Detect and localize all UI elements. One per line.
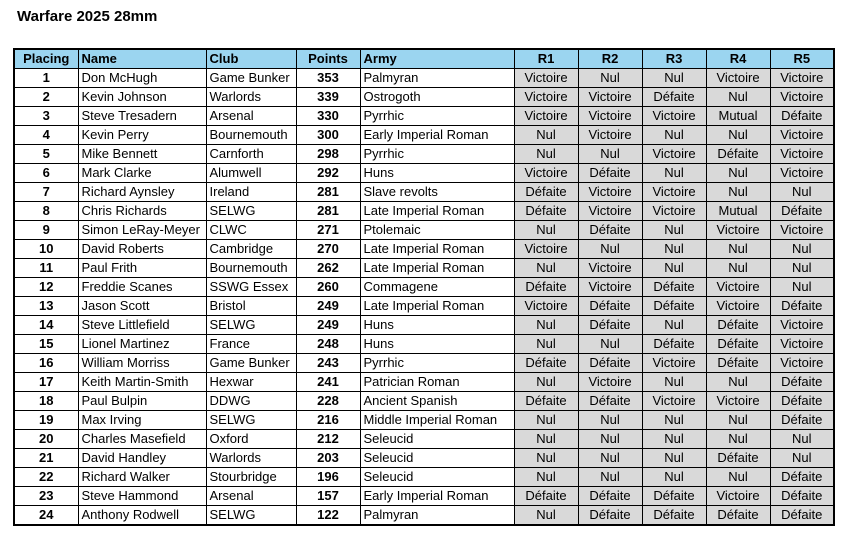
round-2-result-cell: Défaite (578, 316, 642, 335)
round-3-result-cell: Défaite (642, 297, 706, 316)
round-1-result-cell: Victoire (514, 88, 578, 107)
army-cell: Ancient Spanish (360, 392, 514, 411)
club-cell: CLWC (206, 221, 296, 240)
club-cell: Bournemouth (206, 126, 296, 145)
club-cell: Oxford (206, 430, 296, 449)
club-cell: SELWG (206, 316, 296, 335)
round-4-result-cell: Victoire (706, 69, 770, 88)
placing-cell: 2 (14, 88, 78, 107)
table-row (14, 354, 834, 373)
player-name-cell: Charles Masefield (78, 430, 206, 449)
table-row (14, 468, 834, 487)
round-3-result-cell: Victoire (642, 145, 706, 164)
player-name-cell: Max Irving (78, 411, 206, 430)
round-1-result-cell: Défaite (514, 392, 578, 411)
player-name-cell: David Roberts (78, 240, 206, 259)
round-2-result-cell: Victoire (578, 88, 642, 107)
round-5-result-cell: Défaite (770, 373, 834, 392)
points-cell: 249 (296, 297, 360, 316)
round-3-result-cell: Victoire (642, 392, 706, 411)
placing-cell: 12 (14, 278, 78, 297)
table-row (14, 297, 834, 316)
round-1-result-cell: Victoire (514, 297, 578, 316)
round-2-result-cell: Défaite (578, 392, 642, 411)
round-4-result-cell: Mutual (706, 202, 770, 221)
round-2-result-cell: Nul (578, 430, 642, 449)
player-name-cell: Richard Walker (78, 468, 206, 487)
round-5-result-cell: Nul (770, 278, 834, 297)
round-4-result-cell: Mutual (706, 107, 770, 126)
header-club: Club (206, 49, 296, 69)
round-1-result-cell: Victoire (514, 69, 578, 88)
round-1-result-cell: Victoire (514, 164, 578, 183)
points-cell: 300 (296, 126, 360, 145)
round-4-result-cell: Nul (706, 411, 770, 430)
placing-cell: 4 (14, 126, 78, 145)
placing-cell: 21 (14, 449, 78, 468)
round-3-result-cell: Défaite (642, 278, 706, 297)
points-cell: 271 (296, 221, 360, 240)
table-row (14, 259, 834, 278)
placing-cell: 17 (14, 373, 78, 392)
round-1-result-cell: Nul (514, 335, 578, 354)
points-cell: 281 (296, 202, 360, 221)
round-3-result-cell: Nul (642, 373, 706, 392)
points-cell: 243 (296, 354, 360, 373)
table-row (14, 278, 834, 297)
round-3-result-cell: Nul (642, 164, 706, 183)
table-row (14, 126, 834, 145)
army-cell: Seleucid (360, 468, 514, 487)
army-cell: Patrician Roman (360, 373, 514, 392)
club-cell: Warlords (206, 449, 296, 468)
table-row (14, 411, 834, 430)
round-3-result-cell: Nul (642, 449, 706, 468)
round-5-result-cell: Défaite (770, 107, 834, 126)
player-name-cell: Kevin Perry (78, 126, 206, 145)
round-1-result-cell: Nul (514, 449, 578, 468)
round-4-result-cell: Victoire (706, 278, 770, 297)
round-1-result-cell: Nul (514, 468, 578, 487)
round-1-result-cell: Nul (514, 373, 578, 392)
round-5-result-cell: Victoire (770, 221, 834, 240)
round-1-result-cell: Victoire (514, 240, 578, 259)
round-1-result-cell: Nul (514, 316, 578, 335)
points-cell: 353 (296, 69, 360, 88)
army-cell: Seleucid (360, 430, 514, 449)
club-cell: Warlords (206, 88, 296, 107)
round-2-result-cell: Nul (578, 240, 642, 259)
round-2-result-cell: Nul (578, 468, 642, 487)
army-cell: Pyrrhic (360, 354, 514, 373)
results-body (14, 69, 834, 526)
club-cell: SELWG (206, 411, 296, 430)
points-cell: 157 (296, 487, 360, 506)
placing-cell: 8 (14, 202, 78, 221)
army-cell: Ostrogoth (360, 88, 514, 107)
table-row (14, 69, 834, 88)
round-4-result-cell: Défaite (706, 145, 770, 164)
header-r4: R4 (706, 49, 770, 69)
round-4-result-cell: Nul (706, 183, 770, 202)
header-points: Points (296, 49, 360, 69)
round-3-result-cell: Nul (642, 430, 706, 449)
round-1-result-cell: Défaite (514, 202, 578, 221)
placing-cell: 19 (14, 411, 78, 430)
round-3-result-cell: Défaite (642, 506, 706, 526)
round-3-result-cell: Défaite (642, 335, 706, 354)
points-cell: 249 (296, 316, 360, 335)
player-name-cell: Anthony Rodwell (78, 506, 206, 526)
round-2-result-cell: Nul (578, 449, 642, 468)
round-4-result-cell: Nul (706, 88, 770, 107)
player-name-cell: Freddie Scanes (78, 278, 206, 297)
placing-cell: 3 (14, 107, 78, 126)
player-name-cell: Jason Scott (78, 297, 206, 316)
club-cell: Arsenal (206, 487, 296, 506)
club-cell: SELWG (206, 202, 296, 221)
round-5-result-cell: Défaite (770, 487, 834, 506)
player-name-cell: Don McHugh (78, 69, 206, 88)
points-cell: 260 (296, 278, 360, 297)
army-cell: Pyrrhic (360, 145, 514, 164)
round-2-result-cell: Victoire (578, 183, 642, 202)
round-3-result-cell: Nul (642, 468, 706, 487)
club-cell: Bournemouth (206, 259, 296, 278)
round-4-result-cell: Victoire (706, 221, 770, 240)
placing-cell: 23 (14, 487, 78, 506)
round-5-result-cell: Victoire (770, 335, 834, 354)
points-cell: 196 (296, 468, 360, 487)
round-2-result-cell: Défaite (578, 221, 642, 240)
round-3-result-cell: Victoire (642, 202, 706, 221)
player-name-cell: William Morriss (78, 354, 206, 373)
round-2-result-cell: Victoire (578, 126, 642, 145)
points-cell: 262 (296, 259, 360, 278)
round-5-result-cell: Victoire (770, 164, 834, 183)
army-cell: Middle Imperial Roman (360, 411, 514, 430)
round-2-result-cell: Victoire (578, 373, 642, 392)
club-cell: SELWG (206, 506, 296, 526)
army-cell: Huns (360, 316, 514, 335)
placing-cell: 1 (14, 69, 78, 88)
placing-cell: 9 (14, 221, 78, 240)
round-4-result-cell: Nul (706, 240, 770, 259)
round-2-result-cell: Défaite (578, 506, 642, 526)
round-1-result-cell: Nul (514, 430, 578, 449)
round-4-result-cell: Nul (706, 164, 770, 183)
club-cell: DDWG (206, 392, 296, 411)
points-cell: 270 (296, 240, 360, 259)
round-5-result-cell: Défaite (770, 468, 834, 487)
player-name-cell: Steve Tresadern (78, 107, 206, 126)
placing-cell: 5 (14, 145, 78, 164)
round-5-result-cell: Victoire (770, 88, 834, 107)
table-row (14, 335, 834, 354)
round-4-result-cell: Nul (706, 126, 770, 145)
round-3-result-cell: Nul (642, 259, 706, 278)
table-row (14, 107, 834, 126)
army-cell: Early Imperial Roman (360, 487, 514, 506)
round-1-result-cell: Défaite (514, 354, 578, 373)
round-5-result-cell: Défaite (770, 297, 834, 316)
player-name-cell: Keith Martin-Smith (78, 373, 206, 392)
table-row (14, 449, 834, 468)
round-1-result-cell: Défaite (514, 278, 578, 297)
placing-cell: 11 (14, 259, 78, 278)
round-4-result-cell: Nul (706, 468, 770, 487)
round-5-result-cell: Défaite (770, 411, 834, 430)
header-army: Army (360, 49, 514, 69)
header-name: Name (78, 49, 206, 69)
placing-cell: 10 (14, 240, 78, 259)
player-name-cell: Paul Bulpin (78, 392, 206, 411)
table-row (14, 392, 834, 411)
round-2-result-cell: Victoire (578, 278, 642, 297)
club-cell: Arsenal (206, 107, 296, 126)
table-row (14, 88, 834, 107)
round-1-result-cell: Nul (514, 221, 578, 240)
round-3-result-cell: Nul (642, 221, 706, 240)
header-r5: R5 (770, 49, 834, 69)
points-cell: 330 (296, 107, 360, 126)
round-5-result-cell: Victoire (770, 354, 834, 373)
table-row (14, 183, 834, 202)
army-cell: Palmyran (360, 69, 514, 88)
header-r1: R1 (514, 49, 578, 69)
placing-cell: 20 (14, 430, 78, 449)
round-3-result-cell: Défaite (642, 487, 706, 506)
round-4-result-cell: Nul (706, 430, 770, 449)
round-1-result-cell: Nul (514, 126, 578, 145)
army-cell: Palmyran (360, 506, 514, 526)
round-5-result-cell: Nul (770, 430, 834, 449)
club-cell: Hexwar (206, 373, 296, 392)
army-cell: Late Imperial Roman (360, 240, 514, 259)
table-row (14, 373, 834, 392)
round-5-result-cell: Victoire (770, 316, 834, 335)
table-row (14, 164, 834, 183)
points-cell: 248 (296, 335, 360, 354)
round-3-result-cell: Nul (642, 411, 706, 430)
army-cell: Late Imperial Roman (360, 297, 514, 316)
placing-cell: 16 (14, 354, 78, 373)
round-3-result-cell: Nul (642, 69, 706, 88)
placing-cell: 7 (14, 183, 78, 202)
round-2-result-cell: Nul (578, 411, 642, 430)
table-row (14, 145, 834, 164)
player-name-cell: Kevin Johnson (78, 88, 206, 107)
player-name-cell: Richard Aynsley (78, 183, 206, 202)
round-2-result-cell: Nul (578, 69, 642, 88)
points-cell: 241 (296, 373, 360, 392)
club-cell: Cambridge (206, 240, 296, 259)
points-cell: 339 (296, 88, 360, 107)
table-row (14, 316, 834, 335)
round-2-result-cell: Défaite (578, 297, 642, 316)
round-4-result-cell: Victoire (706, 297, 770, 316)
points-cell: 298 (296, 145, 360, 164)
placing-cell: 24 (14, 506, 78, 526)
round-5-result-cell: Nul (770, 259, 834, 278)
club-cell: Game Bunker (206, 69, 296, 88)
army-cell: Slave revolts (360, 183, 514, 202)
points-cell: 292 (296, 164, 360, 183)
round-2-result-cell: Victoire (578, 107, 642, 126)
player-name-cell: Steve Hammond (78, 487, 206, 506)
placing-cell: 6 (14, 164, 78, 183)
points-cell: 203 (296, 449, 360, 468)
round-2-result-cell: Défaite (578, 354, 642, 373)
round-5-result-cell: Nul (770, 183, 834, 202)
points-cell: 212 (296, 430, 360, 449)
club-cell: Carnforth (206, 145, 296, 164)
round-5-result-cell: Victoire (770, 145, 834, 164)
round-5-result-cell: Défaite (770, 392, 834, 411)
player-name-cell: Steve Littlefield (78, 316, 206, 335)
army-cell: Huns (360, 335, 514, 354)
header-row (14, 49, 834, 69)
round-3-result-cell: Défaite (642, 88, 706, 107)
army-cell: Late Imperial Roman (360, 259, 514, 278)
round-1-result-cell: Nul (514, 145, 578, 164)
army-cell: Early Imperial Roman (360, 126, 514, 145)
header-r2: R2 (578, 49, 642, 69)
round-5-result-cell: Défaite (770, 202, 834, 221)
club-cell: SSWG Essex (206, 278, 296, 297)
player-name-cell: Mark Clarke (78, 164, 206, 183)
round-4-result-cell: Défaite (706, 316, 770, 335)
points-cell: 216 (296, 411, 360, 430)
round-4-result-cell: Nul (706, 373, 770, 392)
placing-cell: 15 (14, 335, 78, 354)
player-name-cell: David Handley (78, 449, 206, 468)
club-cell: Bristol (206, 297, 296, 316)
club-cell: Alumwell (206, 164, 296, 183)
round-3-result-cell: Nul (642, 240, 706, 259)
points-cell: 228 (296, 392, 360, 411)
army-cell: Commagene (360, 278, 514, 297)
round-1-result-cell: Nul (514, 259, 578, 278)
round-2-result-cell: Nul (578, 145, 642, 164)
round-2-result-cell: Victoire (578, 202, 642, 221)
club-cell: Ireland (206, 183, 296, 202)
round-3-result-cell: Victoire (642, 183, 706, 202)
round-1-result-cell: Nul (514, 411, 578, 430)
placing-cell: 18 (14, 392, 78, 411)
table-row (14, 240, 834, 259)
army-cell: Ptolemaic (360, 221, 514, 240)
round-3-result-cell: Nul (642, 126, 706, 145)
round-2-result-cell: Défaite (578, 164, 642, 183)
table-row (14, 202, 834, 221)
round-2-result-cell: Défaite (578, 487, 642, 506)
round-2-result-cell: Victoire (578, 259, 642, 278)
round-3-result-cell: Nul (642, 316, 706, 335)
club-cell: Game Bunker (206, 354, 296, 373)
round-1-result-cell: Victoire (514, 107, 578, 126)
round-4-result-cell: Victoire (706, 392, 770, 411)
round-5-result-cell: Nul (770, 449, 834, 468)
placing-cell: 14 (14, 316, 78, 335)
page-title: Warfare 2025 28mm (17, 8, 158, 25)
round-5-result-cell: Nul (770, 240, 834, 259)
round-3-result-cell: Victoire (642, 107, 706, 126)
round-4-result-cell: Défaite (706, 449, 770, 468)
club-cell: Stourbridge (206, 468, 296, 487)
header-r3: R3 (642, 49, 706, 69)
round-1-result-cell: Défaite (514, 183, 578, 202)
placing-cell: 13 (14, 297, 78, 316)
army-cell: Huns (360, 164, 514, 183)
round-4-result-cell: Victoire (706, 487, 770, 506)
club-cell: France (206, 335, 296, 354)
points-cell: 122 (296, 506, 360, 526)
round-1-result-cell: Nul (514, 506, 578, 526)
table-row (14, 487, 834, 506)
round-4-result-cell: Défaite (706, 354, 770, 373)
round-5-result-cell: Victoire (770, 69, 834, 88)
army-cell: Pyrrhic (360, 107, 514, 126)
table-row (14, 221, 834, 240)
player-name-cell: Chris Richards (78, 202, 206, 221)
army-cell: Seleucid (360, 449, 514, 468)
round-2-result-cell: Nul (578, 335, 642, 354)
round-1-result-cell: Défaite (514, 487, 578, 506)
table-row (14, 430, 834, 449)
player-name-cell: Paul Frith (78, 259, 206, 278)
results-table (13, 48, 835, 526)
round-4-result-cell: Défaite (706, 506, 770, 526)
round-5-result-cell: Défaite (770, 506, 834, 526)
round-5-result-cell: Victoire (770, 126, 834, 145)
round-4-result-cell: Nul (706, 259, 770, 278)
round-4-result-cell: Défaite (706, 335, 770, 354)
round-3-result-cell: Victoire (642, 354, 706, 373)
table-row (14, 506, 834, 526)
army-cell: Late Imperial Roman (360, 202, 514, 221)
points-cell: 281 (296, 183, 360, 202)
player-name-cell: Mike Bennett (78, 145, 206, 164)
placing-cell: 22 (14, 468, 78, 487)
player-name-cell: Lionel Martinez (78, 335, 206, 354)
player-name-cell: Simon LeRay-Meyer (78, 221, 206, 240)
header-placing: Placing (14, 49, 78, 69)
